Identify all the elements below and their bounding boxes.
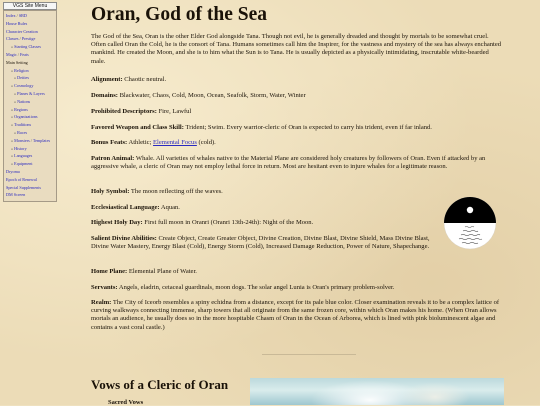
holy-symbol-value: The moon reflecting off the waves.	[130, 188, 223, 195]
patron-animal-line	[91, 155, 504, 171]
sidebar-item-label[interactable]: Cosmology	[14, 83, 34, 89]
divine-abilities-value: Create Object, Create Greater Object, Divine Creation, Divine Blast, Divine Shield, Mass Divine Blast, Divine Water Mastery, Energy Blast (Cold), Energy Storm (Cold), Increased Damage Reduction, Power of Nature, Shapechange.	[91, 235, 430, 251]
sidebar-item-label[interactable]: Races	[17, 129, 28, 135]
alignment-line	[91, 76, 504, 84]
bullet-icon: »	[11, 161, 15, 167]
sidebar-item[interactable]	[6, 191, 54, 199]
bonus-feats-label: Bonus Feats:	[91, 139, 128, 146]
moon-over-waves-icon	[443, 196, 497, 250]
servants-value: Angels, eladrin, cetaceal guardinals, moon dogs. The solar angel Lunia is Oran's primary problem-solver.	[118, 284, 395, 291]
sidebar-item-label[interactable]: History	[14, 145, 27, 151]
servants-label: Servants:	[91, 284, 118, 291]
sidebar-item[interactable]	[6, 168, 54, 176]
sidebar-item[interactable]	[6, 74, 54, 82]
sidebar-item-label[interactable]: SRD	[18, 13, 27, 18]
sidebar-item[interactable]	[6, 121, 54, 129]
bullet-icon: »	[11, 67, 15, 73]
sidebar-item[interactable]	[6, 98, 54, 106]
language-value: Aquan.	[160, 204, 180, 211]
sidebar-item[interactable]	[6, 43, 54, 51]
sidebar-item-label[interactable]: Organizations	[14, 114, 38, 120]
holy-day-value: First full moon in Oranri (Oranri 13th-24th): Night of the Moon.	[144, 219, 314, 226]
bullet-icon: »	[14, 75, 18, 81]
realm-label: Realm:	[91, 299, 112, 306]
alignment-value: Chaotic neutral.	[124, 76, 167, 83]
home-plane-line	[91, 268, 504, 276]
prohibited-value: Fire, Lawful	[158, 108, 192, 115]
intro-paragraph: The God of the Sea, Oran is the other Elder God alongside Tana. Though not evil, he is generally dreaded and thought by mortals to be somewhat cruel. Often called Oran the Cold, he is the consort of Tana. Humans sometimes call him the Inspirer, for the vastness and mystery of the sea has always enchanted mankind. He created the Moon, and she is to him what the Sun is to Tana. He is usually depicted as a physically intimidating, inscrutable white-bearded male.	[91, 33, 502, 65]
bonus-feats-line	[91, 139, 504, 147]
sacred-vows-subheading: Sacred Vows	[108, 399, 144, 406]
bullet-icon: »	[11, 44, 15, 50]
sidebar-item[interactable]	[6, 113, 54, 121]
site-menu-button[interactable]: VGS Site Menu	[3, 2, 57, 10]
sidebar-item[interactable]	[6, 82, 54, 90]
sidebar-item[interactable]	[6, 28, 54, 36]
prohibited-line	[91, 108, 504, 116]
sidebar-item-label[interactable]: Epoch of Renewal	[6, 176, 37, 182]
home-plane-value: Elemental Plane of Water.	[128, 268, 197, 275]
divine-abilities-label: Salient Divine Abilities:	[91, 235, 157, 242]
sidebar-item-label[interactable]: Monsters	[14, 137, 30, 143]
weapon-line	[91, 124, 504, 132]
patron-animal-value: Whale. All varieties of whales native to the Material Plane are considered holy creatures by followers of Oran. Even if attacked by an aggressive whale, a cleric of Oran may not employ lethal force in return. Most are hesitant even to injure whales for a legitimate reason.	[91, 155, 486, 171]
sidebar-item-label[interactable]: Special Supplements	[6, 184, 42, 190]
separator: /	[16, 51, 20, 57]
prohibited-label: Prohibited Descriptors:	[91, 108, 157, 115]
oran-artwork	[250, 378, 504, 405]
bullet-icon: »	[11, 145, 15, 151]
sidebar-item[interactable]	[6, 20, 54, 28]
sidebar-item-label[interactable]: Starting Classes	[14, 44, 42, 50]
realm-value: The City of Iceorb resembles a spiny echidna from a distance, except for its pale blue color. Closer examination reveals it to be a complex lattice of curving walkways connecting immense, sharp towers that all originate from the same frozen core, within which Oran makes his home. (When Oran allows mortals an audience, he usually does so in the more hospitable Chasm of Oran in the Ocean of Arborea, which is lined with pink bioluminescent algae and contains a vast coral castle.)	[91, 299, 500, 331]
sidebar-item-label[interactable]: Character Creation	[6, 28, 38, 34]
servants-line	[91, 284, 504, 292]
sidebar-item-label[interactable]: Planes & Layers	[17, 90, 45, 96]
domains-value: Blackwater, Chaos, Cold, Moon, Ocean, Seafolk, Storm, Water, Winter	[119, 92, 306, 99]
sidebar-item-label[interactable]: Religion	[14, 67, 29, 73]
sidebar-item-label[interactable]: Deities	[17, 75, 30, 81]
bonus-feats-post: (cold).	[198, 139, 216, 146]
weapon-value: Trident; Swim. Every warrior-cleric of Oran is expected to carry his trident, even if far inland.	[185, 124, 432, 131]
bullet-icon: »	[14, 129, 18, 135]
site-sidebar	[3, 2, 57, 202]
separator: /	[18, 36, 22, 42]
artwork-figure	[400, 382, 470, 405]
realm-line	[91, 299, 504, 332]
divine-abilities-line	[91, 235, 441, 251]
holy-symbol-label: Holy Symbol:	[91, 188, 130, 195]
sidebar-item[interactable]	[6, 67, 54, 75]
sidebar-item[interactable]	[6, 145, 54, 153]
sidebar-item[interactable]	[6, 90, 54, 98]
sidebar-item-label[interactable]: Magic	[6, 51, 17, 57]
language-label: Ecclesiastical Language:	[91, 204, 160, 211]
page-title: Oran, God of the Sea	[91, 4, 268, 25]
sidebar-item-label[interactable]: Dryoma	[6, 168, 20, 174]
sidebar-item-label[interactable]: Regions	[14, 106, 28, 112]
sidebar-item[interactable]	[6, 129, 54, 137]
bullet-icon: »	[11, 83, 15, 89]
alignment-label: Alignment:	[91, 76, 123, 83]
sidebar-item-label[interactable]: House Rules	[6, 20, 28, 26]
domains-line	[91, 92, 504, 100]
bullet-icon: »	[14, 98, 18, 104]
bullet-icon: »	[11, 114, 15, 120]
sidebar-item[interactable]	[6, 160, 54, 168]
bullet-icon: »	[11, 106, 15, 112]
holy-symbol-line	[91, 188, 504, 196]
sidebar-item[interactable]	[6, 35, 54, 43]
elemental-focus-link[interactable]: Elemental Focus	[153, 139, 197, 146]
sidebar-item-label: Main Setting	[6, 59, 28, 65]
sidebar-item-label[interactable]: Feats	[19, 51, 29, 57]
sidebar-item-label[interactable]: Traditions	[14, 122, 32, 128]
holy-day-label: Highest Holy Day:	[91, 219, 143, 226]
weapon-label: Favored Weapon and Class Skill:	[91, 124, 184, 131]
sidebar-item[interactable]	[6, 152, 54, 160]
bullet-icon: »	[14, 90, 18, 96]
vows-heading: Vows of a Cleric of Oran	[91, 377, 229, 392]
sidebar-item[interactable]	[6, 184, 54, 192]
separator: /	[29, 137, 33, 143]
sidebar-item-label[interactable]: Prestige	[21, 36, 36, 42]
sidebar-nav	[3, 10, 57, 202]
sidebar-item[interactable]	[6, 106, 54, 114]
bullet-icon: »	[11, 137, 15, 143]
section-divider	[262, 354, 356, 355]
sidebar-item	[6, 59, 54, 67]
sidebar-item-label[interactable]: Classes	[6, 36, 19, 42]
home-plane-label: Home Plane:	[91, 268, 128, 275]
sidebar-item-label[interactable]: Index	[6, 13, 16, 18]
patron-animal-label: Patron Animal:	[91, 155, 135, 162]
bullet-icon: »	[11, 153, 15, 159]
sidebar-item[interactable]	[6, 137, 54, 145]
separator: /	[15, 13, 19, 18]
sidebar-item[interactable]	[6, 176, 54, 184]
domains-label: Domains:	[91, 92, 118, 99]
sidebar-item-label[interactable]: Nations	[17, 98, 31, 104]
sidebar-item-label[interactable]: Languages	[14, 153, 33, 159]
bonus-feats-pre: Athletic;	[128, 139, 152, 146]
sidebar-item-label[interactable]: Templates	[32, 137, 51, 143]
bullet-icon: »	[11, 122, 15, 128]
sidebar-item-label[interactable]: Equipment	[14, 161, 33, 167]
sidebar-item[interactable]	[6, 12, 54, 20]
sidebar-item-label[interactable]: DM Screen	[6, 192, 26, 198]
sidebar-item[interactable]	[6, 51, 54, 59]
